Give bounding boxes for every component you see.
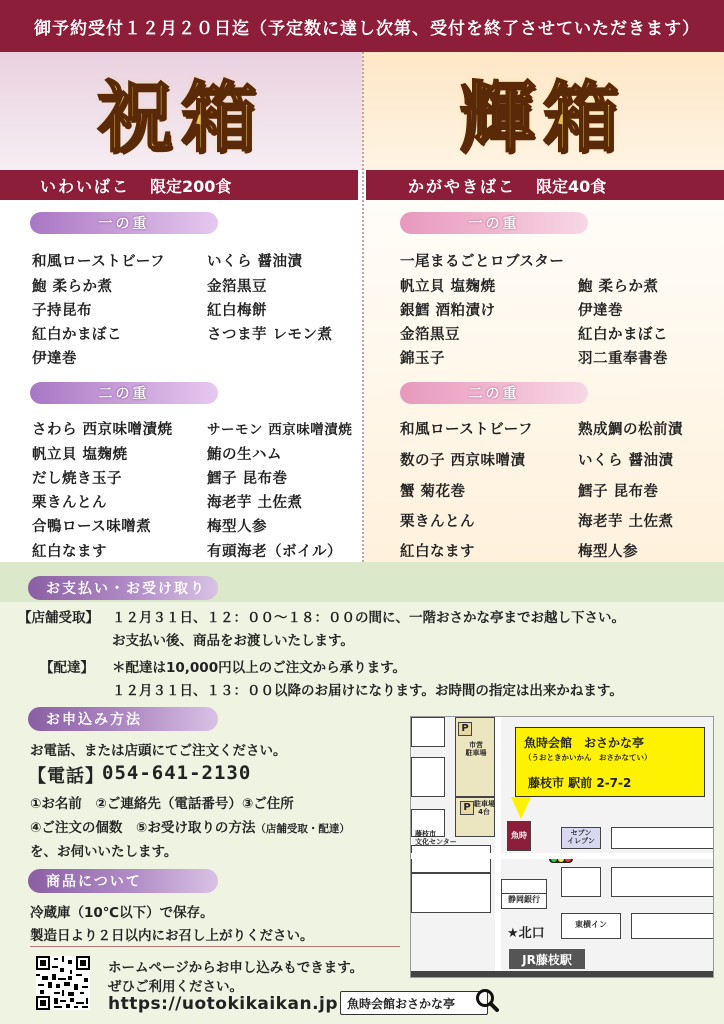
menu-item: 帆立貝 塩麹焼 xyxy=(400,279,496,295)
menu-item: 海老芋 土佐煮 xyxy=(207,495,303,511)
shop-reading: （うおときかいかん おさかなてい） xyxy=(524,753,652,762)
menu-item: 金箔黒豆 xyxy=(207,279,267,295)
jr-fujieda-station: JR藤枝駅 xyxy=(509,949,585,969)
menu-item: 紅白梅餅 xyxy=(207,303,267,319)
iwaibako-tier1-label: 一の重 xyxy=(30,212,218,234)
search-box-text: 魚時会館おさかな亭 xyxy=(347,996,456,1011)
map-block xyxy=(611,867,714,897)
menu-item: 栗きんとん xyxy=(32,495,107,511)
menu-item: 数の子 西京味噌漬 xyxy=(400,453,526,469)
menu-item: 帆立貝 塩麹焼 xyxy=(32,447,128,463)
menu-item: 伊達巻 xyxy=(32,351,77,367)
iwaibako-hero xyxy=(0,52,362,170)
product-line2: 製造日より２日以内にお召し上がりください。 xyxy=(30,928,314,944)
menu-item: 梅型人参 xyxy=(578,544,638,560)
shop-name: 魚時会館 おさかな亭 xyxy=(524,736,645,750)
store-pickup-line2: お支払い後、商品をお渡しいたします。 xyxy=(112,633,354,649)
railway xyxy=(411,971,714,978)
order-line4-main: ④ご注文の個数 ⑤お受け取りの方法 xyxy=(30,820,256,836)
phone-number[interactable]: 054-641-2130 xyxy=(102,762,252,784)
menu-item: 和風ローストビーフ xyxy=(400,422,533,438)
menu-item: 鱈子 昆布巻 xyxy=(207,471,288,487)
seven-eleven xyxy=(561,827,601,849)
search-box[interactable] xyxy=(340,991,488,1015)
toyoko-inn-label: 東横イン xyxy=(575,920,607,929)
qr-code[interactable] xyxy=(36,956,90,1010)
menu-item: 紅白かまぼこ xyxy=(32,327,122,343)
map-block xyxy=(411,717,445,747)
shop-callout xyxy=(515,727,705,797)
center-divider xyxy=(362,52,364,562)
website-url[interactable]: https://uotokikaikan.jp xyxy=(108,994,339,1014)
phone-label: 【電話】 xyxy=(28,766,104,787)
menu-item: 銀鱈 酒粕漬け xyxy=(400,303,496,319)
menu-item: 海老芋 土佐煮 xyxy=(578,514,674,530)
menu-item: 伊達巻 xyxy=(578,303,623,319)
product-heading: 商品について xyxy=(28,869,218,893)
toyoko-inn xyxy=(561,913,621,939)
map-block xyxy=(611,827,714,849)
menu-item: 熟成鯛の松前漬 xyxy=(578,422,683,438)
menu-item: 鱈子 昆布巻 xyxy=(578,484,659,500)
iwaibako-reading: いわいばこ xyxy=(40,176,131,196)
parking-1-name: 市営 駐車場 xyxy=(465,741,487,757)
menu-item: 有頭海老（ボイル） xyxy=(207,544,342,560)
menu-item: 和風ローストビーフ xyxy=(32,254,165,270)
kagayakibako-tier1-label: 一の重 xyxy=(400,212,588,234)
store-pickup-line1: １２月３１日、１２：００～１８：００の間に、一階おさかな亭までお越し下さい。 xyxy=(112,610,625,626)
search-icon[interactable] xyxy=(474,987,500,1013)
map-parking-lot-2 xyxy=(455,797,495,837)
menu-item: 紅白かまぼこ xyxy=(578,327,668,343)
delivery-line2: １２月３１日、１３：００以降のお届けになります。お時間の指定は出来かねます。 xyxy=(112,683,623,699)
store-pickup-label: 【店舗受取】 xyxy=(18,610,99,626)
callout-pointer xyxy=(511,797,531,819)
parking-sign: P xyxy=(458,722,472,736)
menu-item: さわら 西京味噌漬焼 xyxy=(32,422,173,438)
menu-item: さつま芋 レモン煮 xyxy=(207,327,333,343)
menu-item: いくら 醤油漬 xyxy=(578,453,674,469)
map-block xyxy=(411,757,445,797)
product-line1: 冷蔵庫（10℃以下）で保存。 xyxy=(30,905,214,921)
kagayakibako-reading: かがやきばこ xyxy=(408,176,517,196)
reservation-banner: 御予約受付１２月２０日迄（予定数に達し次第、受付を終了させていただきます） xyxy=(0,0,724,52)
iwaibako-subtitle-bar xyxy=(0,170,358,200)
menu-item: 合鴨ロース味噌煮 xyxy=(32,519,152,535)
map-road-horizontal xyxy=(411,853,714,859)
access-map xyxy=(410,716,714,978)
footer-line1: ホームページからお申し込みもできます。 xyxy=(108,960,364,976)
menu-item: 一尾まるごとロブスター xyxy=(400,254,565,270)
menu-item: サーモン 西京味噌漬焼 xyxy=(207,422,353,438)
kagayakibako-hero xyxy=(362,52,724,170)
uotoki-label: 魚時 xyxy=(511,831,527,840)
kagayakibako-subtitle-bar xyxy=(366,170,724,200)
order-line1: お電話、または店頭にてご注文ください。 xyxy=(30,743,287,759)
menu-item: 金箔黒豆 xyxy=(400,327,460,343)
order-line4 xyxy=(30,816,350,836)
seven-eleven-label: セブン イレブン xyxy=(567,829,595,845)
footer-line2: ぜひご利用ください。 xyxy=(108,979,243,995)
map-block xyxy=(561,867,601,897)
menu-item: 鮑 柔らか煮 xyxy=(32,279,113,295)
order-line4-note: （店舗受取・配達） xyxy=(255,823,350,835)
map-road-vertical xyxy=(495,717,501,978)
shop-address: 藤枝市 駅前 2-7-2 xyxy=(528,776,632,790)
order-line3: ①お名前 ②ご連絡先（電話番号）③ご住所 xyxy=(30,796,294,812)
menu-item: 紅白なます xyxy=(400,544,475,560)
menu-item: 錦玉子 xyxy=(400,351,445,367)
kagayakibako-limit: 限定40食 xyxy=(536,176,607,196)
shizuoka-bank xyxy=(501,893,547,909)
map-block xyxy=(631,913,714,939)
menu-item: 蟹 菊花巻 xyxy=(400,484,466,500)
parking-sign: P xyxy=(460,801,474,815)
iwaibako-limit: 限定200食 xyxy=(150,176,232,196)
kagayakibako-title: 輝箱 xyxy=(459,72,627,162)
map-block xyxy=(411,873,491,913)
kagayakibako-tier2-label: 二の重 xyxy=(400,382,588,404)
delivery-line1: ＊配達は10,000円以上のご注文から承ります。 xyxy=(112,660,407,676)
parking-2-name: 駐車場 4台 xyxy=(474,800,495,816)
menu-item: 栗きんとん xyxy=(400,514,475,530)
menu-item: だし焼き玉子 xyxy=(32,471,122,487)
menu-item: 鮪の生ハム xyxy=(207,447,282,463)
menu-item: 紅白なます xyxy=(32,544,107,560)
shizuoka-bank-label: 静岡銀行 xyxy=(508,895,540,904)
menu-item: 鮑 柔らか煮 xyxy=(578,279,659,295)
north-exit-label: ★北口 xyxy=(507,926,545,941)
payment-heading: お支払い・お受け取り xyxy=(28,576,218,600)
map-parking-lot-1 xyxy=(455,717,495,797)
order-heading: お申込み方法 xyxy=(28,707,218,731)
order-line5: を、お伺いいたします。 xyxy=(30,844,178,860)
menu-item: 子持昆布 xyxy=(32,303,92,319)
menu-item: 羽二重奉書巻 xyxy=(578,351,668,367)
footer-divider xyxy=(30,946,400,947)
iwaibako-title: 祝箱 xyxy=(97,72,265,162)
uotoki-building xyxy=(507,821,531,851)
delivery-label: 【配達】 xyxy=(40,660,94,676)
map-block xyxy=(411,845,491,873)
menu-item: いくら 醤油漬 xyxy=(207,254,303,270)
culture-center-label: 藤枝市 文化センター xyxy=(415,830,457,846)
iwaibako-tier2-label: 二の重 xyxy=(30,382,218,404)
menu-item: 梅型人参 xyxy=(207,519,267,535)
